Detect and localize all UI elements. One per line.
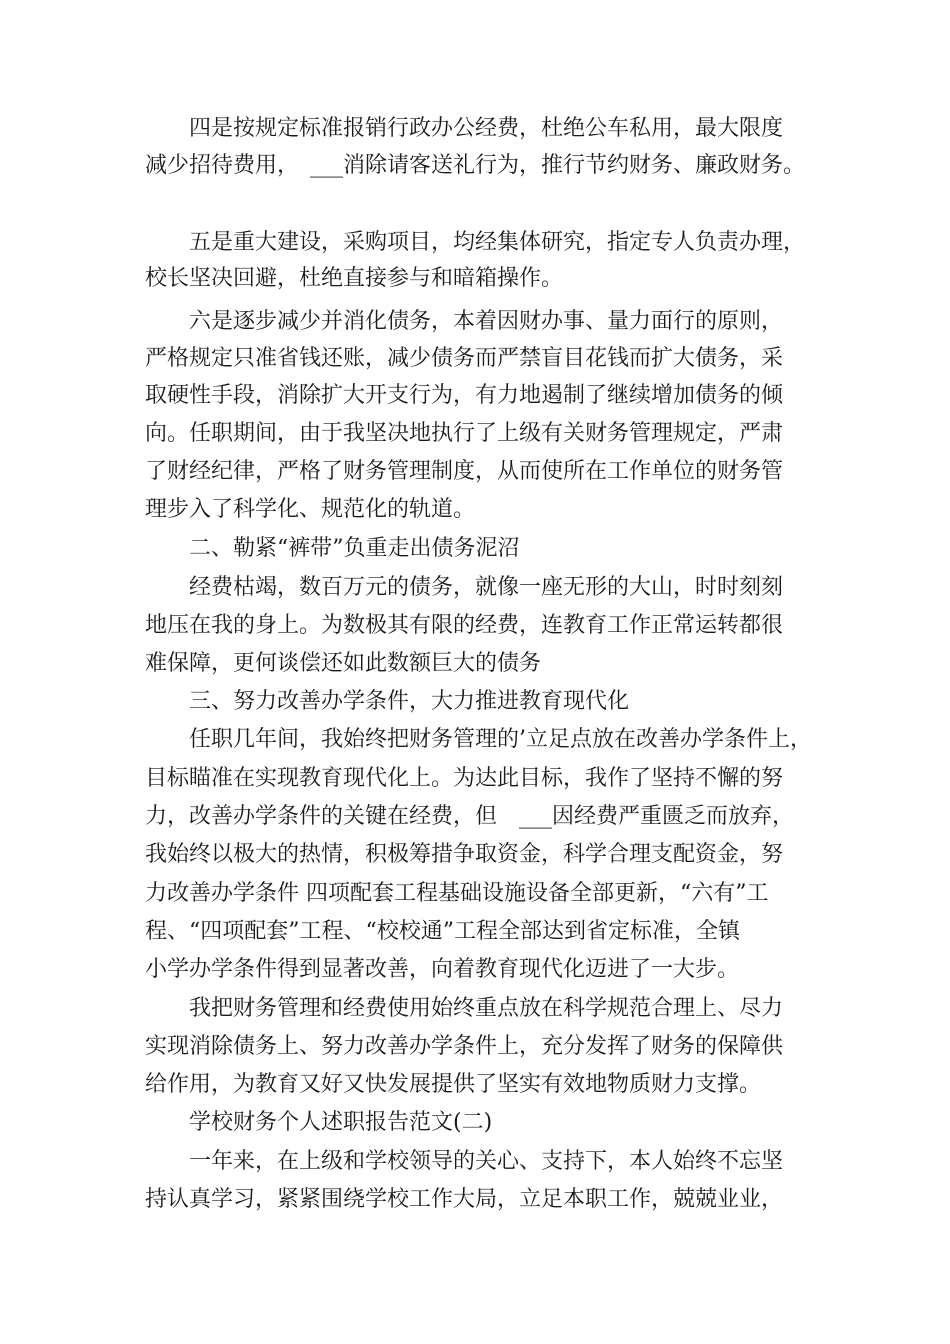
- text-line: 地压在我的身上。为数极其有限的经费，连教育工作正常运转都很: [145, 613, 784, 638]
- text-line: 五是重大建设，采购项目，均经集体研究，指定专人负责办理，: [189, 230, 806, 255]
- text-line: 理步入了科学化、规范化的轨道。: [145, 497, 476, 522]
- text-line: 程、“四项配套”工程、“校校通”工程全部达到省定标准，全镇: [145, 919, 740, 944]
- text-line: 减少招待费用， ___消除请客送礼行为，推行节约财务、廉政财务。: [145, 153, 806, 178]
- text-line: 六是逐步减少并消化债务，本着因财办事、量力面行的原则，: [189, 309, 784, 334]
- subtitle-heading: 学校财务个人述职报告范文(二): [189, 1110, 493, 1135]
- text-line: 任职几年间，我始终把财务管理的’立足点放在改善办学条件上，: [189, 727, 812, 752]
- text-line: 我始终以极大的热情，积极筹措争取资金，科学合理支配资金，努: [145, 842, 784, 867]
- text-line: 给作用，为教育又好又快发展提供了坚实有效地物质财力支撑。: [145, 1072, 762, 1097]
- text-line: 目标瞄准在实现教育现代化上。为达此目标，我作了坚持不懈的努: [145, 766, 784, 791]
- text-line: 校长坚决回避，杜绝直接参与和暗箱操作。: [145, 266, 564, 291]
- text-line: 实现消除债务上、努力改善办学条件上，充分发挥了财务的保障供: [145, 1034, 784, 1059]
- text-line: 难保障，更何谈偿还如此数额巨大的债务: [145, 651, 542, 676]
- text-line: 严格规定只准省钱还账，减少债务而严禁盲目花钱而扩大债务，采: [145, 346, 784, 371]
- text-line: 小学办学条件得到显著改善，向着教育现代化迈进了一大步。: [145, 957, 740, 982]
- text-line: 持认真学习，紧紧围绕学校工作大局，立足本职工作，兢兢业业，: [145, 1187, 784, 1212]
- section-heading: 二、勒紧“裤带”负重走出债务泥沼: [189, 536, 520, 561]
- text-line: 了财经纪律，严格了财务管理制度，从而使所在工作单位的财务管: [145, 459, 784, 484]
- text-line: 力改善办学条件 四项配套工程基础设施设备全部更新，“六有”工: [145, 881, 769, 906]
- text-line: 一年来，在上级和学校领导的关心、支持下，本人始终不忘坚: [189, 1149, 784, 1174]
- text-line: 取硬性手段，消除扩大开支行为，有力地遏制了继续增加债务的倾: [145, 383, 784, 408]
- text-line: 四是按规定标准报销行政办公经费，杜绝公车私用，最大限度: [189, 116, 784, 141]
- text-line: 力，改善办学条件的关键在经费，但 ___因经费严重匮乏而放弃，: [145, 804, 795, 829]
- section-heading: 三、努力改善办学条件，大力推进教育现代化: [189, 689, 630, 714]
- text-line: 向。任职期间，由于我坚决地执行了上级有关财务管理规定，严肃: [145, 421, 784, 446]
- text-line: 经费枯竭，数百万元的债务，就像一座无形的大山，时时刻刻: [189, 575, 784, 600]
- text-line: 我把财务管理和经费使用始终重点放在科学规范合理上、尽力: [189, 996, 784, 1021]
